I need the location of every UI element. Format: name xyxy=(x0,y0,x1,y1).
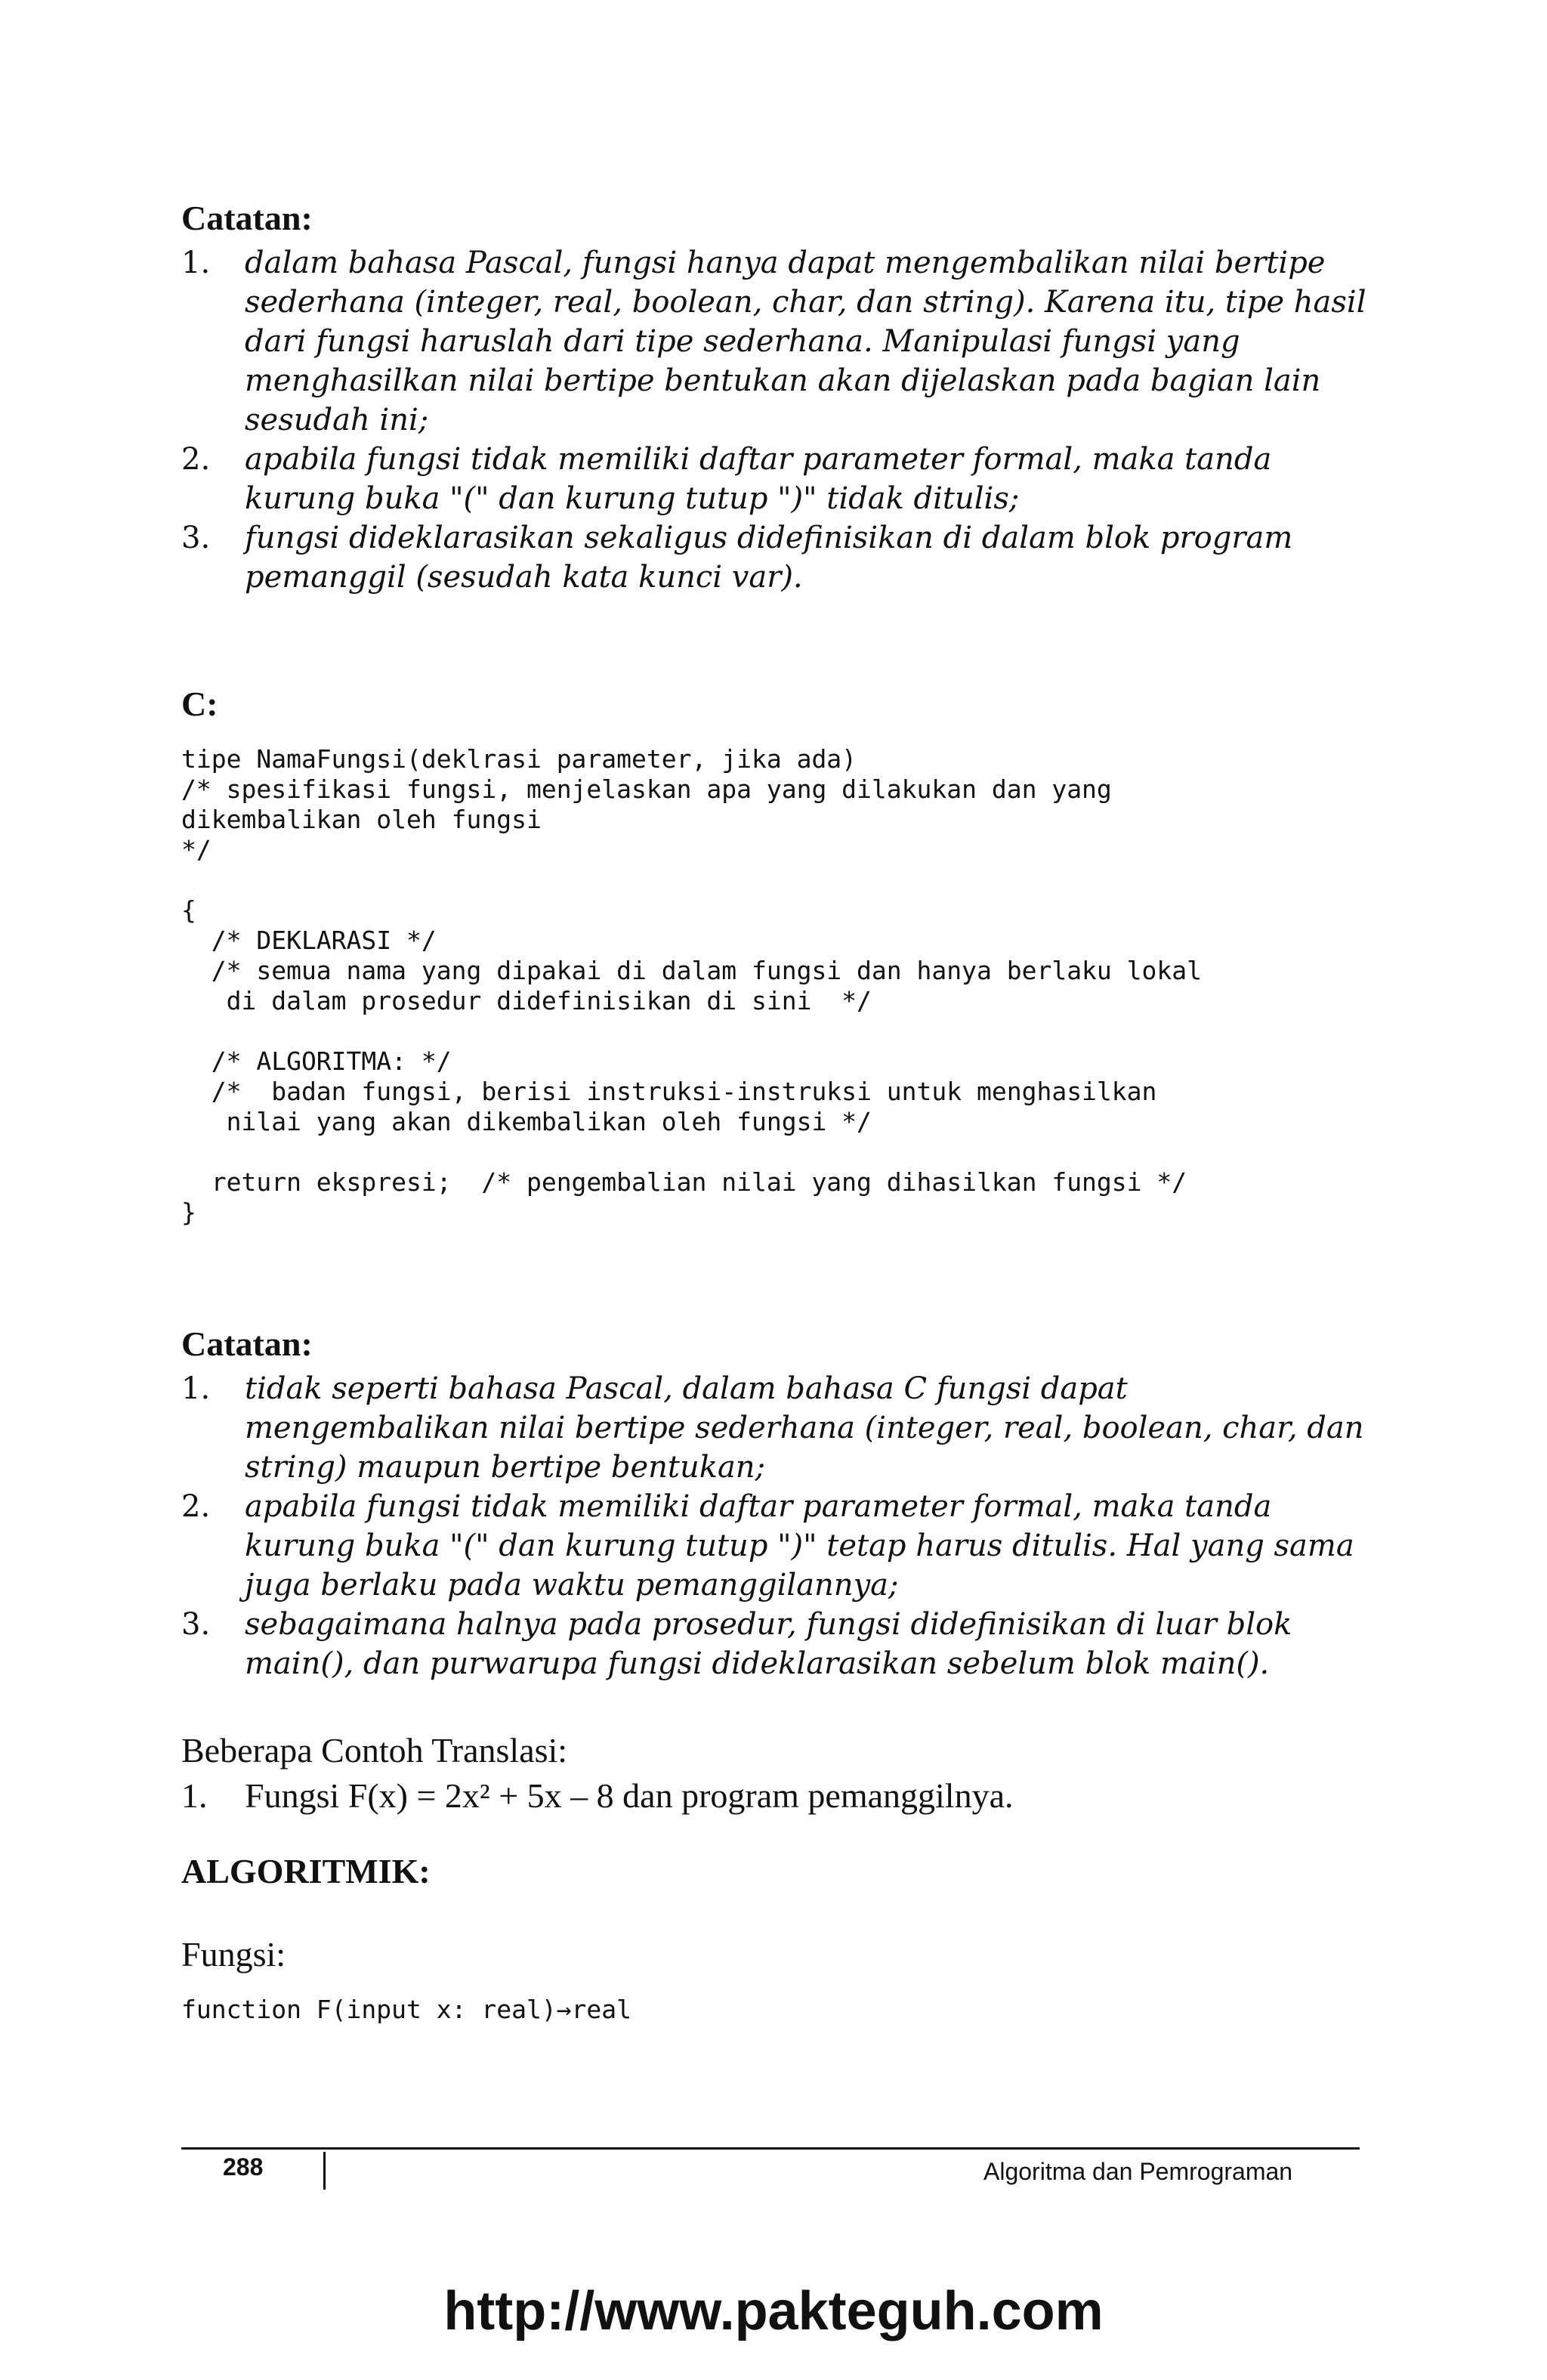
notes-heading-c: Catatan: xyxy=(181,1324,313,1363)
notes-list-c xyxy=(181,1369,1375,1683)
item-text: sebagaimana halnya pada prosedur, fungsi didefinisikan di luar blok main(), dan purwarupa fungsi dideklarasikan sebelum blok main(). xyxy=(245,1607,1292,1681)
item-number: 1. xyxy=(181,246,211,280)
footer-rule xyxy=(181,2147,1360,2150)
item-text: fungsi dideklarasikan sekaligus didefinisikan di dalam blok program pemanggil (sesudah kata kunci var). xyxy=(245,521,1293,595)
item-number: 3. xyxy=(181,1607,211,1642)
item-number: 2. xyxy=(181,442,211,477)
item-text: apabila fungsi tidak memiliki daftar parameter formal, maka tanda kurung buka "(" dan kurung tutup ")" tetap harus ditulis. Hal yang sama juga berlaku pada waktu pemanggilannya; xyxy=(245,1489,1354,1603)
footer-separator xyxy=(323,2152,326,2190)
item-number: 2. xyxy=(181,1489,211,1524)
list-item xyxy=(181,1369,1375,1487)
notes-list-pascal xyxy=(181,243,1375,597)
c-function-template-code: tipe NamaFungsi(deklrasi parameter, jika ada) /* spesifikasi fungsi, menjelaskan apa yang dilakukan dan yang dikembalikan oleh fungsi */ { /* DEKLARASI */ /* semua nama yang dipakai di dalam fungsi dan hanya berlaku lokal di dalam prosedur didefinisikan di sini */ /* ALGORITMA: */ /* badan fungsi, berisi instruksi-instruksi untuk menghasilkan nilai yang akan dikembalikan oleh fungsi */ return ekspresi; /* pengembalian nilai yang dihasilkan fungsi */ } xyxy=(181,744,1203,1227)
item-text: Fungsi F(x) = 2x² + 5x – 8 dan program pemanggilnya. xyxy=(245,1776,1014,1815)
page-number: 288 xyxy=(223,2153,264,2181)
book-title: Algoritma dan Pemrograman xyxy=(983,2158,1293,2185)
example-item xyxy=(181,1776,1375,1816)
algoritmik-function-code: function F(input x: real)→real xyxy=(181,1995,632,2024)
item-text: apabila fungsi tidak memiliki daftar parameter formal, maka tanda kurung buka "(" dan kurung tutup ")" tidak ditulis; xyxy=(245,442,1272,516)
notes-heading-pascal: Catatan: xyxy=(181,199,313,237)
fungsi-subheading: Fungsi: xyxy=(181,1935,286,1974)
list-item xyxy=(181,440,1375,518)
list-item xyxy=(181,518,1375,597)
algoritmik-heading: ALGORITMIK: xyxy=(181,1852,431,1890)
list-item xyxy=(181,243,1375,440)
c-heading: C: xyxy=(181,685,218,723)
item-number: 1. xyxy=(181,1371,211,1406)
list-item xyxy=(181,1487,1375,1605)
examples-heading: Beberapa Contoh Translasi: xyxy=(181,1731,568,1770)
item-text: tidak seperti bahasa Pascal, dalam bahasa C fungsi dapat mengembalikan nilai bertipe sederhana (integer, real, boolean, char, dan string) maupun bertipe bentukan; xyxy=(245,1371,1364,1485)
item-number: 1. xyxy=(181,1776,208,1815)
list-item xyxy=(181,1605,1375,1683)
item-number: 3. xyxy=(181,521,211,555)
website-url[interactable]: http://www.pakteguh.com xyxy=(443,2281,1104,2341)
item-text: dalam bahasa Pascal, fungsi hanya dapat mengembalikan nilai bertipe sederhana (integer, real, boolean, char, dan string). Karena itu, tipe hasil dari fungsi haruslah dari tipe sederhana. Manipulasi fungsi yang menghasilkan nilai bertipe bentukan akan dijelaskan pada bagian lain sesudah ini; xyxy=(245,246,1366,437)
